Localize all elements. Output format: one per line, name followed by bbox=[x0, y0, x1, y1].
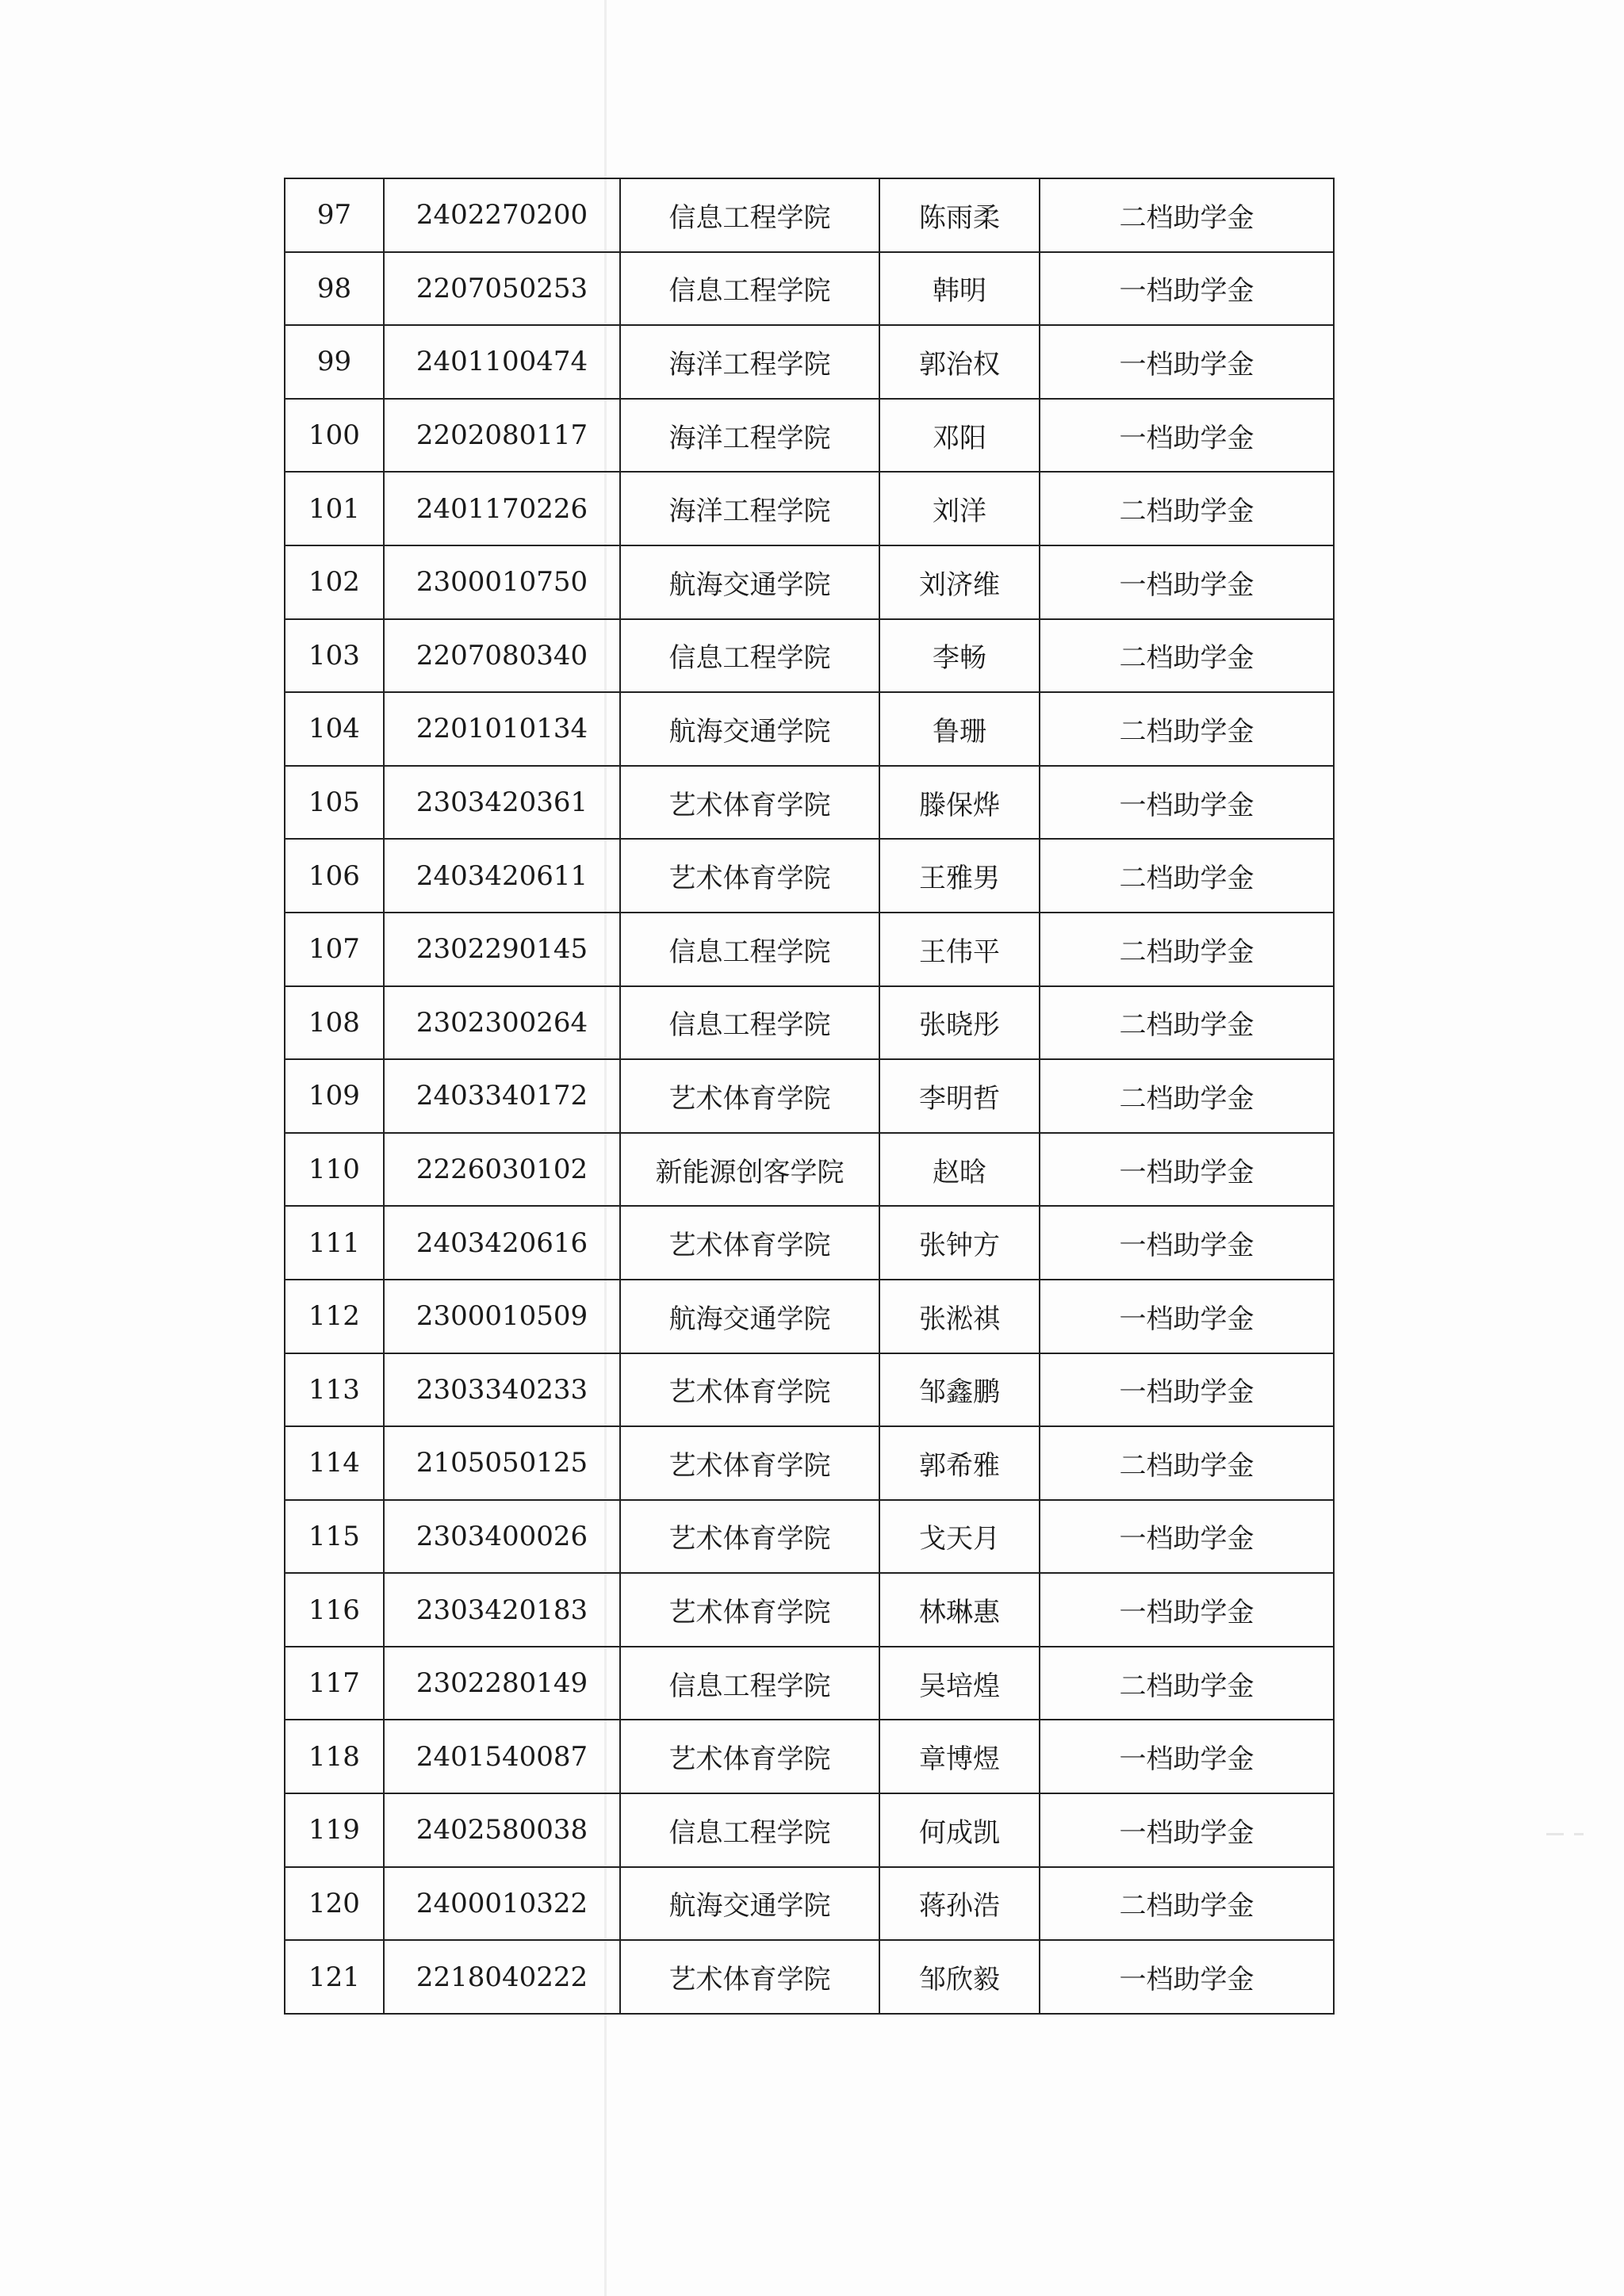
student-name-cell: 刘洋 bbox=[879, 472, 1040, 545]
grant-level-cell: 一档助学金 bbox=[1040, 545, 1334, 619]
table-row bbox=[285, 619, 1334, 693]
table-row bbox=[285, 766, 1334, 840]
student-id-cell: 2403420611 bbox=[384, 839, 620, 913]
college-name-cell: 海洋工程学院 bbox=[620, 325, 879, 399]
college-name-cell: 海洋工程学院 bbox=[620, 399, 879, 473]
table-row bbox=[285, 1280, 1334, 1353]
student-name-cell: 张钟方 bbox=[879, 1206, 1040, 1280]
table-row bbox=[285, 1720, 1334, 1793]
student-name-cell: 李明哲 bbox=[879, 1059, 1040, 1133]
row-number-cell: 103 bbox=[285, 619, 384, 693]
table-row bbox=[285, 1426, 1334, 1500]
grant-level-cell: 一档助学金 bbox=[1040, 252, 1334, 326]
student-name-cell: 林琳惠 bbox=[879, 1573, 1040, 1647]
student-name-cell: 戈天月 bbox=[879, 1500, 1040, 1574]
grant-level-cell: 二档助学金 bbox=[1040, 913, 1334, 986]
college-name-cell: 信息工程学院 bbox=[620, 1647, 879, 1720]
college-name-cell: 艺术体育学院 bbox=[620, 1720, 879, 1793]
row-number-cell: 98 bbox=[285, 252, 384, 326]
student-id-cell: 2403340172 bbox=[384, 1059, 620, 1133]
grant-level-cell: 二档助学金 bbox=[1040, 839, 1334, 913]
grant-level-cell: 一档助学金 bbox=[1040, 1280, 1334, 1353]
student-name-cell: 刘济维 bbox=[879, 545, 1040, 619]
grant-level-cell: 二档助学金 bbox=[1040, 1426, 1334, 1500]
row-number-cell: 120 bbox=[285, 1867, 384, 1941]
scan-mark bbox=[1574, 1833, 1584, 1835]
table-row bbox=[285, 692, 1334, 766]
student-name-cell: 何成凯 bbox=[879, 1793, 1040, 1867]
college-name-cell: 航海交通学院 bbox=[620, 545, 879, 619]
student-id-cell: 2302280149 bbox=[384, 1647, 620, 1720]
student-id-cell: 2302300264 bbox=[384, 986, 620, 1060]
table-row bbox=[285, 1940, 1334, 2014]
table-row bbox=[285, 1353, 1334, 1427]
row-number-cell: 110 bbox=[285, 1133, 384, 1207]
row-number-cell: 107 bbox=[285, 913, 384, 986]
table-row bbox=[285, 1793, 1334, 1867]
student-id-cell: 2303420361 bbox=[384, 766, 620, 840]
grant-level-cell: 二档助学金 bbox=[1040, 472, 1334, 545]
college-name-cell: 信息工程学院 bbox=[620, 619, 879, 693]
row-number-cell: 106 bbox=[285, 839, 384, 913]
grant-level-cell: 二档助学金 bbox=[1040, 178, 1334, 252]
student-id-cell: 2303340233 bbox=[384, 1353, 620, 1427]
college-name-cell: 艺术体育学院 bbox=[620, 839, 879, 913]
grant-level-cell: 一档助学金 bbox=[1040, 1793, 1334, 1867]
grant-level-cell: 一档助学金 bbox=[1040, 1940, 1334, 2014]
student-name-cell: 李畅 bbox=[879, 619, 1040, 693]
student-name-cell: 蒋孙浩 bbox=[879, 1867, 1040, 1941]
row-number-cell: 114 bbox=[285, 1426, 384, 1500]
college-name-cell: 艺术体育学院 bbox=[620, 1059, 879, 1133]
row-number-cell: 99 bbox=[285, 325, 384, 399]
college-name-cell: 信息工程学院 bbox=[620, 178, 879, 252]
student-name-cell: 郭希雅 bbox=[879, 1426, 1040, 1500]
roster-table-body bbox=[285, 178, 1334, 2014]
grant-level-cell: 二档助学金 bbox=[1040, 1647, 1334, 1720]
student-name-cell: 邹欣毅 bbox=[879, 1940, 1040, 2014]
college-name-cell: 艺术体育学院 bbox=[620, 766, 879, 840]
student-id-cell: 2303420183 bbox=[384, 1573, 620, 1647]
table-row bbox=[285, 252, 1334, 326]
college-name-cell: 艺术体育学院 bbox=[620, 1206, 879, 1280]
student-id-cell: 2401540087 bbox=[384, 1720, 620, 1793]
row-number-cell: 118 bbox=[285, 1720, 384, 1793]
row-number-cell: 113 bbox=[285, 1353, 384, 1427]
table-row bbox=[285, 839, 1334, 913]
student-id-cell: 2401170226 bbox=[384, 472, 620, 545]
row-number-cell: 119 bbox=[285, 1793, 384, 1867]
grant-level-cell: 一档助学金 bbox=[1040, 1353, 1334, 1427]
grant-level-cell: 一档助学金 bbox=[1040, 1720, 1334, 1793]
table-row bbox=[285, 1206, 1334, 1280]
student-name-cell: 邓阳 bbox=[879, 399, 1040, 473]
grant-level-cell: 二档助学金 bbox=[1040, 619, 1334, 693]
row-number-cell: 100 bbox=[285, 399, 384, 473]
table-row bbox=[285, 325, 1334, 399]
row-number-cell: 111 bbox=[285, 1206, 384, 1280]
student-id-cell: 2401100474 bbox=[384, 325, 620, 399]
college-name-cell: 信息工程学院 bbox=[620, 252, 879, 326]
student-id-cell: 2402580038 bbox=[384, 1793, 620, 1867]
table-row bbox=[285, 913, 1334, 986]
grant-level-cell: 一档助学金 bbox=[1040, 766, 1334, 840]
student-id-cell: 2218040222 bbox=[384, 1940, 620, 2014]
college-name-cell: 艺术体育学院 bbox=[620, 1426, 879, 1500]
student-id-cell: 2300010750 bbox=[384, 545, 620, 619]
table-row bbox=[285, 178, 1334, 252]
table-row bbox=[285, 1573, 1334, 1647]
student-name-cell: 郭治权 bbox=[879, 325, 1040, 399]
college-name-cell: 艺术体育学院 bbox=[620, 1500, 879, 1574]
table-row bbox=[285, 1500, 1334, 1574]
student-id-cell: 2403420616 bbox=[384, 1206, 620, 1280]
student-id-cell: 2402270200 bbox=[384, 178, 620, 252]
row-number-cell: 121 bbox=[285, 1940, 384, 2014]
student-id-cell: 2105050125 bbox=[384, 1426, 620, 1500]
grant-level-cell: 二档助学金 bbox=[1040, 1867, 1334, 1941]
student-id-cell: 2300010509 bbox=[384, 1280, 620, 1353]
grant-level-cell: 二档助学金 bbox=[1040, 986, 1334, 1060]
grant-level-cell: 一档助学金 bbox=[1040, 325, 1334, 399]
student-name-cell: 王伟平 bbox=[879, 913, 1040, 986]
grant-level-cell: 一档助学金 bbox=[1040, 399, 1334, 473]
row-number-cell: 109 bbox=[285, 1059, 384, 1133]
row-number-cell: 117 bbox=[285, 1647, 384, 1720]
row-number-cell: 105 bbox=[285, 766, 384, 840]
college-name-cell: 航海交通学院 bbox=[620, 1280, 879, 1353]
college-name-cell: 信息工程学院 bbox=[620, 986, 879, 1060]
student-name-cell: 韩明 bbox=[879, 252, 1040, 326]
student-id-cell: 2303400026 bbox=[384, 1500, 620, 1574]
scan-mark bbox=[1546, 1833, 1564, 1835]
student-name-cell: 王雅男 bbox=[879, 839, 1040, 913]
table-row bbox=[285, 472, 1334, 545]
student-name-cell: 张淞祺 bbox=[879, 1280, 1040, 1353]
grant-level-cell: 一档助学金 bbox=[1040, 1133, 1334, 1207]
row-number-cell: 102 bbox=[285, 545, 384, 619]
row-number-cell: 112 bbox=[285, 1280, 384, 1353]
row-number-cell: 116 bbox=[285, 1573, 384, 1647]
college-name-cell: 信息工程学院 bbox=[620, 913, 879, 986]
student-name-cell: 邹鑫鹏 bbox=[879, 1353, 1040, 1427]
scholarship-roster-table bbox=[284, 178, 1335, 2015]
table-row bbox=[285, 1059, 1334, 1133]
college-name-cell: 航海交通学院 bbox=[620, 692, 879, 766]
row-number-cell: 101 bbox=[285, 472, 384, 545]
student-id-cell: 2400010322 bbox=[384, 1867, 620, 1941]
student-id-cell: 2302290145 bbox=[384, 913, 620, 986]
table-row bbox=[285, 1867, 1334, 1941]
student-id-cell: 2201010134 bbox=[384, 692, 620, 766]
college-name-cell: 信息工程学院 bbox=[620, 1793, 879, 1867]
student-name-cell: 鲁珊 bbox=[879, 692, 1040, 766]
table-row bbox=[285, 399, 1334, 473]
student-name-cell: 张晓彤 bbox=[879, 986, 1040, 1060]
row-number-cell: 97 bbox=[285, 178, 384, 252]
row-number-cell: 108 bbox=[285, 986, 384, 1060]
college-name-cell: 航海交通学院 bbox=[620, 1867, 879, 1941]
student-id-cell: 2207050253 bbox=[384, 252, 620, 326]
grant-level-cell: 二档助学金 bbox=[1040, 1059, 1334, 1133]
row-number-cell: 115 bbox=[285, 1500, 384, 1574]
student-id-cell: 2207080340 bbox=[384, 619, 620, 693]
college-name-cell: 艺术体育学院 bbox=[620, 1940, 879, 2014]
student-id-cell: 2202080117 bbox=[384, 399, 620, 473]
table-row bbox=[285, 545, 1334, 619]
row-number-cell: 104 bbox=[285, 692, 384, 766]
college-name-cell: 新能源创客学院 bbox=[620, 1133, 879, 1207]
grant-level-cell: 一档助学金 bbox=[1040, 1500, 1334, 1574]
grant-level-cell: 一档助学金 bbox=[1040, 1573, 1334, 1647]
table-row bbox=[285, 986, 1334, 1060]
college-name-cell: 艺术体育学院 bbox=[620, 1573, 879, 1647]
college-name-cell: 海洋工程学院 bbox=[620, 472, 879, 545]
student-name-cell: 吴培煌 bbox=[879, 1647, 1040, 1720]
student-name-cell: 陈雨柔 bbox=[879, 178, 1040, 252]
student-name-cell: 滕保烨 bbox=[879, 766, 1040, 840]
college-name-cell: 艺术体育学院 bbox=[620, 1353, 879, 1427]
table-row bbox=[285, 1133, 1334, 1207]
grant-level-cell: 二档助学金 bbox=[1040, 692, 1334, 766]
table-row bbox=[285, 1647, 1334, 1720]
student-name-cell: 章博煜 bbox=[879, 1720, 1040, 1793]
student-name-cell: 赵晗 bbox=[879, 1133, 1040, 1207]
student-id-cell: 2226030102 bbox=[384, 1133, 620, 1207]
grant-level-cell: 一档助学金 bbox=[1040, 1206, 1334, 1280]
